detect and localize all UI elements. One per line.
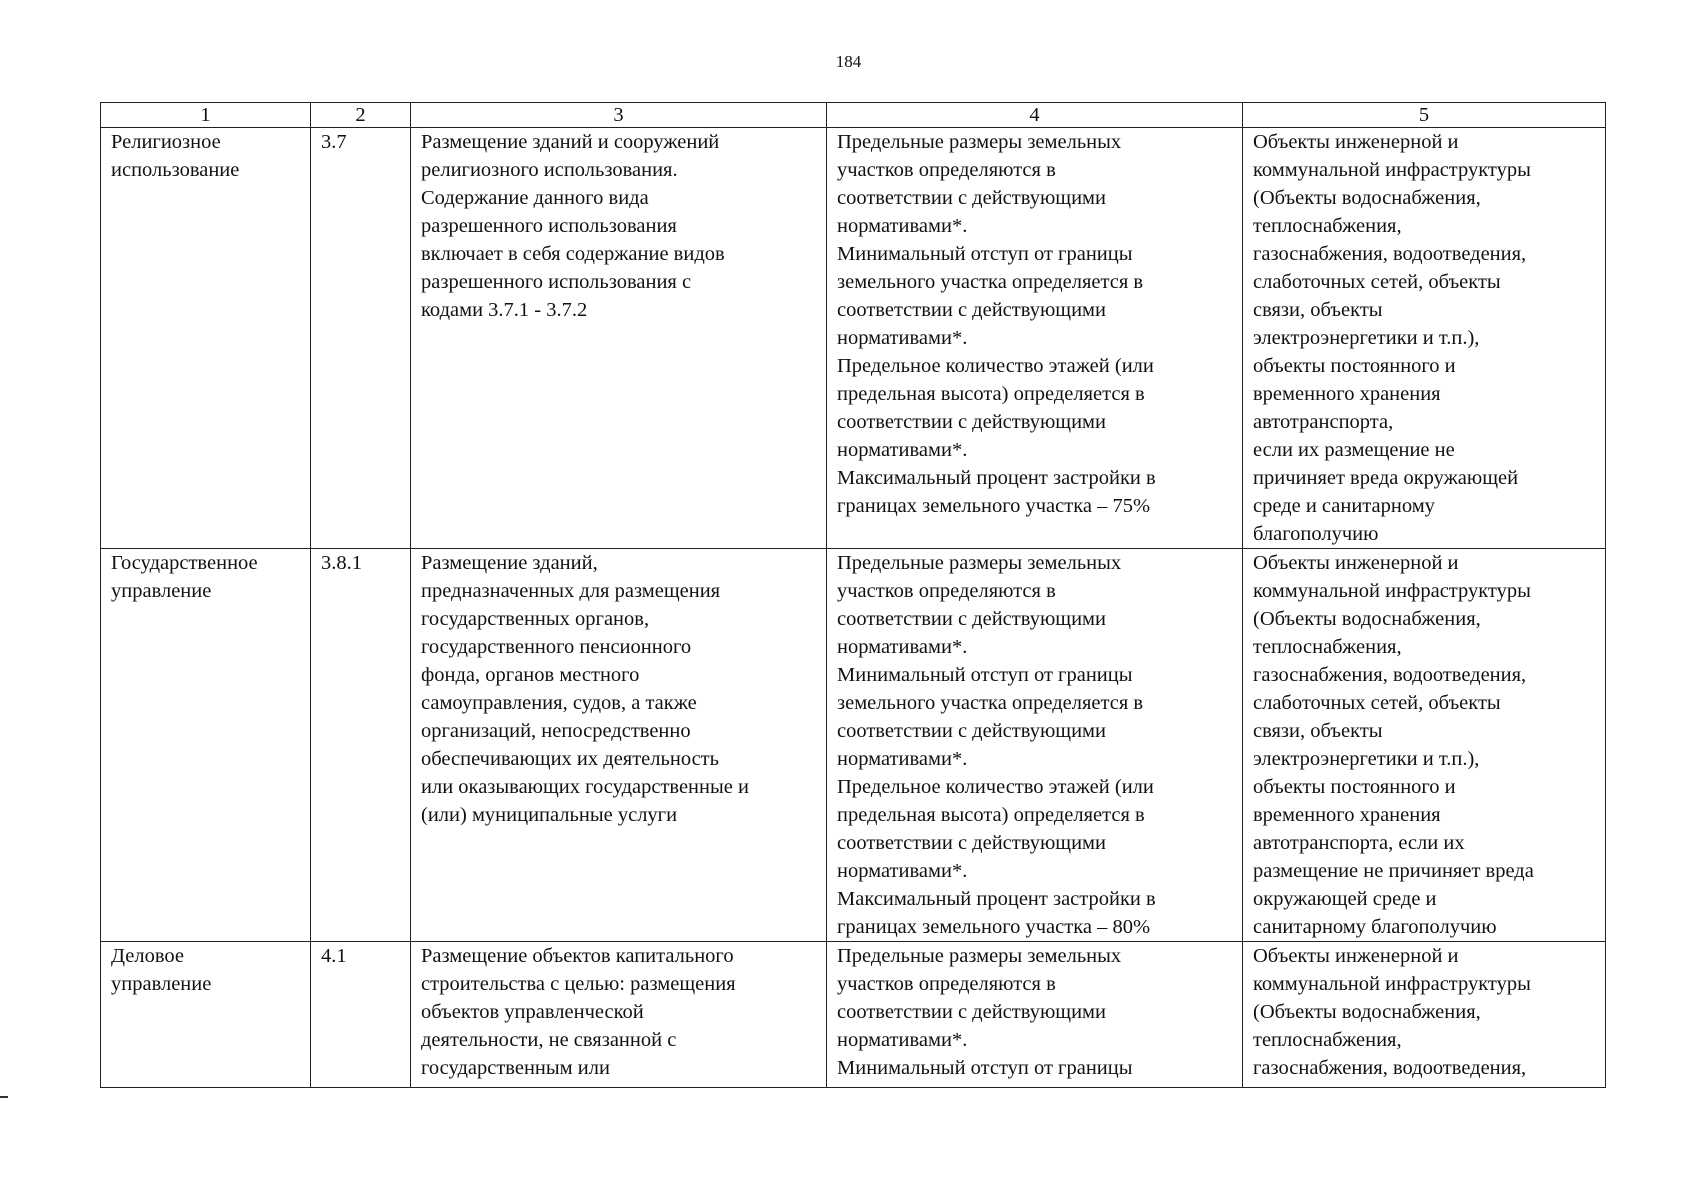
cell-description (411, 128, 827, 549)
text-line: Максимальный процент застройки в (837, 888, 1156, 910)
text-line: управление (111, 973, 212, 995)
text-line: соответствии с действующими (837, 720, 1106, 742)
text-line: участков определяются в (837, 973, 1056, 995)
cell-auxiliary (1243, 549, 1606, 942)
text-line: 3.8.1 (321, 552, 362, 574)
text-line: (Объекты водоснабжения, (1253, 187, 1481, 209)
text-line: причиняет вреда окружающей (1253, 467, 1519, 489)
text-line: если их размещение не (1253, 439, 1455, 461)
table-body (101, 128, 1606, 1088)
text-line: связи, объекты (1253, 299, 1383, 321)
text-line: Религиозное (111, 131, 221, 153)
page-number: 184 (835, 52, 862, 71)
text-line: объекты постоянного и (1253, 776, 1456, 798)
text-line: окружающей среде и (1253, 888, 1437, 910)
text-line: нормативами*. (837, 860, 968, 882)
cell-use-name (101, 128, 311, 549)
text-line: строительства с целью: размещения (421, 973, 736, 995)
text-line: соответствии с действующими (837, 832, 1106, 854)
column-header-5: 5 (1243, 103, 1606, 128)
text-line: соответствии с действующими (837, 411, 1106, 433)
text-line: Размещение объектов капитального (421, 945, 734, 967)
text-line: или оказывающих государственные и (421, 776, 749, 798)
text-line: (Объекты водоснабжения, (1253, 608, 1481, 630)
cell-auxiliary (1243, 128, 1606, 549)
text-line: коммунальной инфраструктуры (1253, 973, 1531, 995)
text-line: государственным или (421, 1057, 610, 1079)
text-line: Деловое (111, 945, 184, 967)
text-line: Предельные размеры земельных (837, 131, 1122, 153)
text-line: предельная высота) определяется в (837, 383, 1145, 405)
text-line: теплоснабжения, (1253, 636, 1402, 658)
land-use-table (100, 102, 1606, 1088)
table-row (101, 942, 1606, 1088)
text-line: использование (111, 159, 240, 181)
column-header-2: 2 (311, 103, 411, 128)
text-line: Объекты инженерной и (1253, 131, 1459, 153)
text-line: участков определяются в (837, 580, 1056, 602)
cell-use-name (101, 549, 311, 942)
text-line: границах земельного участка – 80% (837, 916, 1151, 938)
cell-parameters (827, 128, 1243, 549)
text-line: Размещение зданий и сооружений (421, 131, 720, 153)
text-line: Максимальный процент застройки в (837, 467, 1156, 489)
text-line: теплоснабжения, (1253, 1029, 1402, 1051)
text-line: автотранспорта, если их (1253, 832, 1465, 854)
cell-description (411, 549, 827, 942)
table-row (101, 549, 1606, 942)
cell-auxiliary (1243, 942, 1606, 1088)
text-line: коммунальной инфраструктуры (1253, 580, 1531, 602)
text-line: управление (111, 580, 212, 602)
cell-parameters (827, 942, 1243, 1088)
text-line: Объекты инженерной и (1253, 552, 1459, 574)
text-line: включает в себя содержание видов (421, 243, 725, 265)
text-line: фонда, органов местного (421, 664, 640, 686)
text-line: Объекты инженерной и (1253, 945, 1459, 967)
text-line: Предельное количество этажей (или (837, 355, 1154, 377)
text-line: нормативами*. (837, 327, 968, 349)
text-line: Минимальный отступ от границы (837, 664, 1133, 686)
edge-mark (0, 1096, 8, 1098)
text-line: государственных органов, (421, 608, 650, 630)
text-line: разрешенного использования (421, 215, 677, 237)
text-line: соответствии с действующими (837, 187, 1106, 209)
table-row (101, 128, 1606, 549)
text-line: Государственное (111, 552, 258, 574)
text-line: Размещение зданий, (421, 552, 598, 574)
text-line: кодами 3.7.1 - 3.7.2 (421, 299, 588, 321)
header-row (101, 103, 1606, 128)
text-line: теплоснабжения, (1253, 215, 1402, 237)
cell-code (311, 128, 411, 549)
text-line: соответствии с действующими (837, 299, 1106, 321)
text-line: разрешенного использования с (421, 271, 692, 293)
text-line: Предельные размеры земельных (837, 945, 1122, 967)
text-line: слаботочных сетей, объекты (1253, 271, 1501, 293)
text-line: Предельные размеры земельных (837, 552, 1122, 574)
text-line: Предельное количество этажей (или (837, 776, 1154, 798)
text-line: объекты постоянного и (1253, 355, 1456, 377)
text-line: обеспечивающих их деятельность (421, 748, 719, 770)
table-header (101, 103, 1606, 128)
text-line: электроэнергетики и т.п.), (1253, 748, 1480, 770)
cell-use-name (101, 942, 311, 1088)
text-line: нормативами*. (837, 748, 968, 770)
text-line: 4.1 (321, 945, 347, 967)
text-line: нормативами*. (837, 215, 968, 237)
text-line: объектов управленческой (421, 1001, 644, 1023)
text-line: предназначенных для размещения (421, 580, 721, 602)
cell-code (311, 942, 411, 1088)
text-line: Содержание данного вида (421, 187, 649, 209)
text-line: организаций, непосредственно (421, 720, 691, 742)
text-line: нормативами*. (837, 439, 968, 461)
text-line: слаботочных сетей, объекты (1253, 692, 1501, 714)
text-line: среде и санитарному (1253, 495, 1435, 517)
text-line: соответствии с действующими (837, 1001, 1106, 1023)
text-line: земельного участка определяется в (837, 692, 1144, 714)
cell-parameters (827, 549, 1243, 942)
column-header-1: 1 (101, 103, 311, 128)
text-line: размещение не причиняет вреда (1253, 860, 1534, 882)
text-line: санитарному благополучию (1253, 916, 1497, 938)
text-line: религиозного использования. (421, 159, 678, 181)
text-line: Минимальный отступ от границы (837, 1057, 1133, 1079)
text-line: газоснабжения, водоотведения, (1253, 664, 1527, 686)
text-line: государственного пенсионного (421, 636, 692, 658)
column-header-4: 4 (827, 103, 1243, 128)
text-line: благополучию (1253, 523, 1379, 545)
text-line: предельная высота) определяется в (837, 804, 1145, 826)
text-line: газоснабжения, водоотведения, (1253, 1057, 1527, 1079)
text-line: электроэнергетики и т.п.), (1253, 327, 1480, 349)
text-line: автотранспорта, (1253, 411, 1394, 433)
text-line: нормативами*. (837, 636, 968, 658)
text-line: Минимальный отступ от границы (837, 243, 1133, 265)
cell-description (411, 942, 827, 1088)
text-line: границах земельного участка – 75% (837, 495, 1151, 517)
cell-code (311, 549, 411, 942)
text-line: 3.7 (321, 131, 347, 153)
column-header-3: 3 (411, 103, 827, 128)
text-line: (Объекты водоснабжения, (1253, 1001, 1481, 1023)
text-line: деятельности, не связанной с (421, 1029, 677, 1051)
text-line: земельного участка определяется в (837, 271, 1144, 293)
text-line: участков определяются в (837, 159, 1056, 181)
text-line: связи, объекты (1253, 720, 1383, 742)
text-line: временного хранения (1253, 804, 1441, 826)
text-line: (или) муниципальные услуги (421, 804, 678, 826)
text-line: нормативами*. (837, 1029, 968, 1051)
text-line: газоснабжения, водоотведения, (1253, 243, 1527, 265)
text-line: коммунальной инфраструктуры (1253, 159, 1531, 181)
text-line: соответствии с действующими (837, 608, 1106, 630)
text-line: временного хранения (1253, 383, 1441, 405)
text-line: самоуправления, судов, а также (421, 692, 697, 714)
